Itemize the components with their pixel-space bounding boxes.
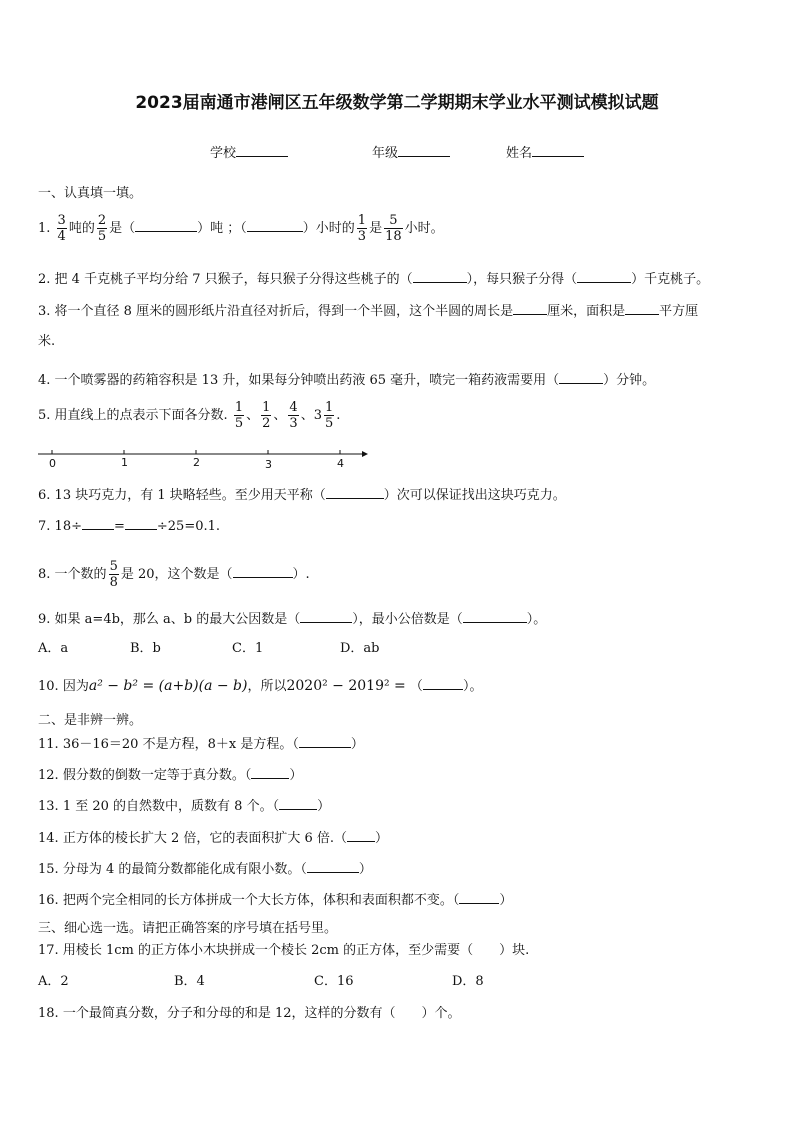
tick-label: 0 <box>49 457 56 470</box>
name-field <box>506 142 584 161</box>
question-10: 10. 因为a² − b² = (a+b)(a − b)，所以2020² − 2019² = （ ）。 <box>38 678 483 694</box>
tick-label: 3 <box>265 458 272 471</box>
fraction: $\frac{1}{3}$ <box>357 213 367 244</box>
section-2-heading: 二、是非辨一辨。 <box>38 713 143 728</box>
answer-blank[interactable] <box>423 677 463 690</box>
fraction: $\frac{4}{3}$ <box>289 400 298 431</box>
answer-blank[interactable] <box>559 371 603 384</box>
answer-blank[interactable] <box>307 860 359 873</box>
formula: a² − b² = (a+b)(a − b) <box>88 678 248 694</box>
option-c[interactable]: C．1 <box>232 641 264 656</box>
question-17: 17. 用棱长 1cm 的正方体小木块拼成一个棱长 2cm 的正方体，至少需要（ ）块. <box>38 943 530 958</box>
question-2: 2. 把 4 千克桃子平均分给 7 只猴子，每只猴子分得这些桃子的（ ），每只猴子分得（ ）千克桃子。 <box>38 272 710 287</box>
fraction: $\frac{1}{2}$ <box>262 400 271 431</box>
question-3-cont: 米. <box>38 334 56 349</box>
section-1-heading: 一、认真填一填。 <box>38 186 143 201</box>
expression: 2020² − 2019² = <box>286 678 406 694</box>
fraction: $\frac{5}{18}$ <box>385 213 402 244</box>
option-b[interactable]: B．4 <box>174 974 205 989</box>
grade-field <box>372 142 450 161</box>
option-a[interactable]: A．2 <box>38 974 69 989</box>
answer-blank[interactable] <box>135 219 197 232</box>
question-1: 1. $\frac{3}{4}$ 吨的 $\frac{2}{5}$ 是（ ）吨 ；（ ）小时的 $\frac{1}{3}$ 是 $\frac{5}{18}$ 小时。 <box>38 213 444 244</box>
answer-blank[interactable] <box>459 891 499 904</box>
question-13: 13. 1 至 20 的自然数中，质数有 8 个。（ ） <box>38 799 331 814</box>
page-title: 2023届南通市港闸区五年级数学第二学期期末学业水平测试模拟试题 <box>135 93 659 113</box>
fraction: $\frac{1}{5}$ <box>325 400 334 431</box>
answer-blank[interactable] <box>279 797 317 810</box>
answer-blank[interactable] <box>577 270 631 283</box>
grade-label: 年级 <box>372 146 399 161</box>
answer-blank[interactable] <box>247 219 303 232</box>
question-15: 15. 分母为 4 的最简分数都能化成有限小数。（ ） <box>38 862 372 877</box>
answer-blank[interactable] <box>513 302 547 315</box>
question-18: 18. 一个最简真分数，分子和分母的和是 12，这样的分数有（ ）个。 <box>38 1006 461 1021</box>
question-12: 12. 假分数的倒数一定等于真分数。（ ） <box>38 768 303 783</box>
question-5: 5. 用直线上的点表示下面各分数. $\frac{1}{5}$ 、 $\frac{1}{2}$ 、 $\frac{4}{3}$ 、3 $\frac{1}{5}$ . <box>38 400 341 431</box>
tick-label: 2 <box>193 456 200 469</box>
fraction: $\frac{2}{5}$ <box>97 213 107 244</box>
name-label: 姓名 <box>506 146 533 161</box>
answer-blank[interactable] <box>299 735 351 748</box>
number-line <box>36 444 370 472</box>
answer-blank[interactable] <box>463 610 527 623</box>
question-8: 8. 一个数的 $\frac{5}{8}$ 是 20，这个数是（ ）. <box>38 559 310 590</box>
question-11: 11. 36－16＝20 不是方程，8＋x 是方程。（ ） <box>38 737 364 752</box>
question-4: 4. 一个喷雾器的药箱容积是 13 升，如果每分钟喷出药液 65 毫升，喷完一箱药液需要用（ ）分钟。 <box>38 373 656 388</box>
school-field <box>210 142 288 161</box>
tick-label: 4 <box>337 457 344 470</box>
fraction: $\frac{5}{8}$ <box>109 559 118 590</box>
school-blank <box>236 143 288 157</box>
question-9: 9. 如果 a=4b，那么 a、b 的最大公因数是（ ），最小公倍数是（ ）。 <box>38 612 547 627</box>
section-3-heading: 三、细心选一选。请把正确答案的序号填在括号里。 <box>38 921 338 936</box>
answer-blank[interactable] <box>347 829 375 842</box>
question-14: 14. 正方体的棱长扩大 2 倍，它的表面积扩大 6 倍.（ ） <box>38 831 389 846</box>
answer-blank[interactable] <box>233 565 293 578</box>
option-b[interactable]: B．b <box>130 641 161 656</box>
answer-blank[interactable] <box>82 517 114 530</box>
option-a[interactable]: A．a <box>38 641 69 656</box>
answer-blank[interactable] <box>413 270 467 283</box>
option-d[interactable]: D．8 <box>452 974 484 989</box>
answer-blank[interactable] <box>251 766 289 779</box>
fraction: $\frac{3}{4}$ <box>57 213 66 244</box>
question-6: 6. 13 块巧克力，有 1 块略轻些。至少用天平称（ ）次可以保证找出这块巧克力。 <box>38 488 566 503</box>
answer-blank[interactable] <box>125 517 157 530</box>
school-label: 学校 <box>210 146 237 161</box>
option-c[interactable]: C．16 <box>314 974 354 989</box>
arrow-icon <box>362 451 368 457</box>
fraction: $\frac{1}{5}$ <box>234 400 244 431</box>
answer-blank[interactable] <box>326 486 384 499</box>
answer-blank[interactable] <box>625 302 659 315</box>
question-3: 3. 将一个直径 8 厘米的圆形纸片沿直径对折后，得到一个半圆，这个半圆的周长是 厘米，面积是 平方厘 <box>38 304 699 319</box>
name-blank <box>532 143 584 157</box>
grade-blank <box>398 143 450 157</box>
option-d[interactable]: D．ab <box>340 641 380 656</box>
answer-blank[interactable] <box>300 610 352 623</box>
tick-label: 1 <box>121 456 128 469</box>
question-7: 7. 18÷ = ÷25=0.1. <box>38 519 221 534</box>
question-16: 16. 把两个完全相同的长方体拼成一个大长方体，体积和表面积都不变。（ ） <box>38 893 513 908</box>
